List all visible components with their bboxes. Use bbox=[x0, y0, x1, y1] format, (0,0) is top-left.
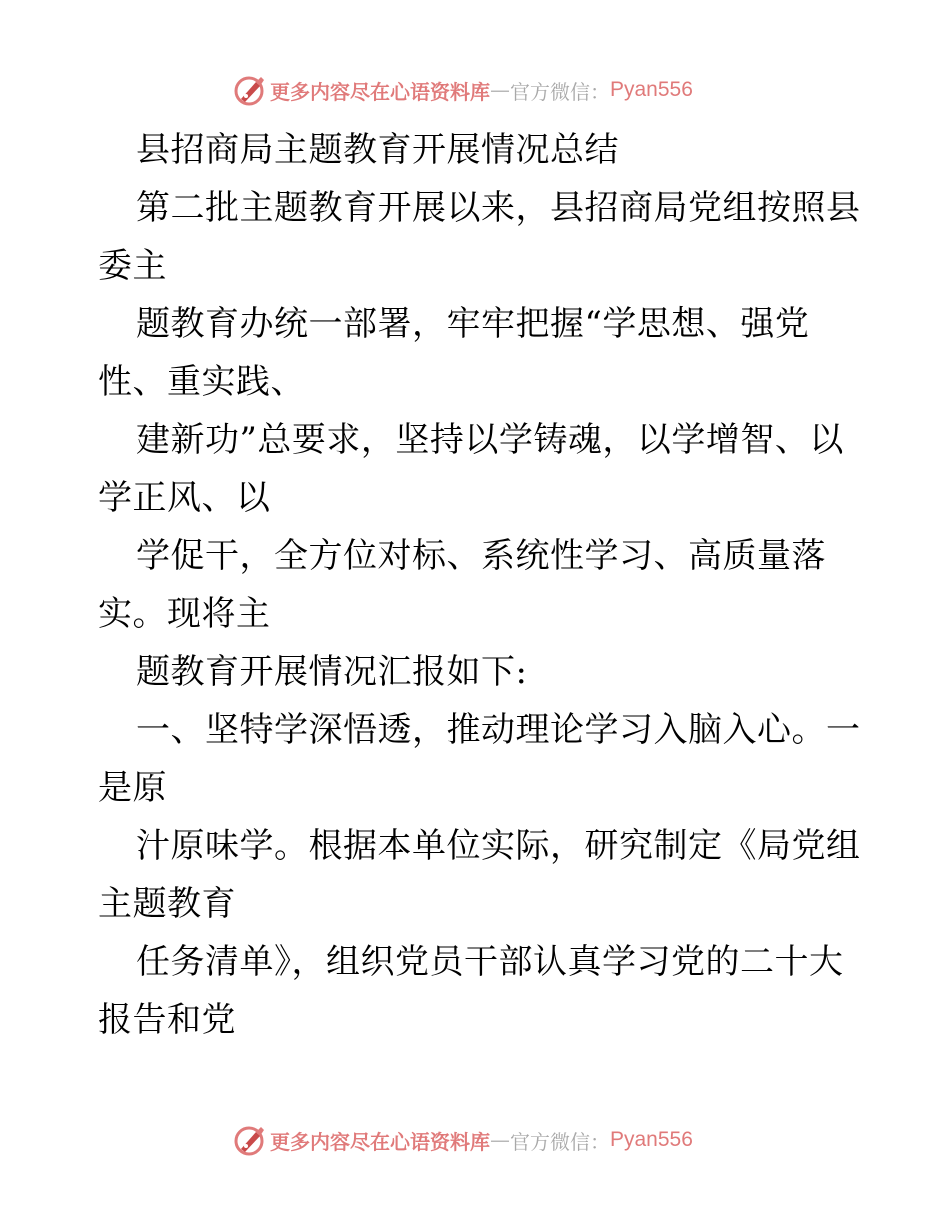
watermark-id: Pyan556 bbox=[610, 1128, 693, 1151]
text-line: 学促干，全方位对标、系统性学习、高质量落 bbox=[136, 536, 826, 576]
watermark-dash: — bbox=[490, 1128, 510, 1152]
text-line: 建新功”总要求，坚持以学铸魂，以学增智、以 bbox=[136, 420, 844, 460]
text-line: 汁原味学。根据本单位实际，研究制定《局党组 bbox=[136, 826, 861, 866]
pen-nib-logo-icon bbox=[232, 1123, 266, 1157]
watermark-id: Pyan556 bbox=[610, 78, 693, 101]
header-watermark bbox=[232, 72, 752, 108]
text-line: 第二批主题教育开展以来，县招商局党组按照县 bbox=[136, 188, 861, 228]
text-line: 主题教育 bbox=[98, 884, 236, 924]
document-body bbox=[98, 121, 861, 1049]
section-heading-line: 一、坚特学深悟透，推动理论学习入脑入心。一 bbox=[136, 710, 861, 750]
watermark-official: 官方微信： bbox=[510, 1129, 610, 1154]
text-line: 实。现将主 bbox=[98, 594, 271, 634]
watermark-brand: 更多内容尽在心语资料库 bbox=[270, 79, 490, 104]
text-line: 题教育办统一部署，牢牢把握“学思想、强党 bbox=[136, 304, 810, 344]
text-line: 报告和党 bbox=[98, 1000, 236, 1040]
footer-watermark bbox=[232, 1122, 752, 1158]
watermark-brand: 更多内容尽在心语资料库 bbox=[270, 1129, 490, 1154]
text-line: 题教育开展情况汇报如下: bbox=[136, 652, 528, 692]
pen-nib-logo-icon bbox=[232, 73, 266, 107]
watermark-dash: — bbox=[490, 78, 510, 102]
text-line: 性、重实践、 bbox=[98, 362, 305, 402]
text-line: 是原 bbox=[98, 768, 167, 808]
text-line: 委主 bbox=[98, 246, 167, 286]
watermark-official: 官方微信： bbox=[510, 79, 610, 104]
text-line: 任务清单》，组织党员干部认真学习党的二十大 bbox=[136, 942, 844, 982]
document-title: 县招商局主题教育开展情况总结 bbox=[136, 130, 619, 170]
text-line: 学正风、以 bbox=[98, 478, 271, 518]
